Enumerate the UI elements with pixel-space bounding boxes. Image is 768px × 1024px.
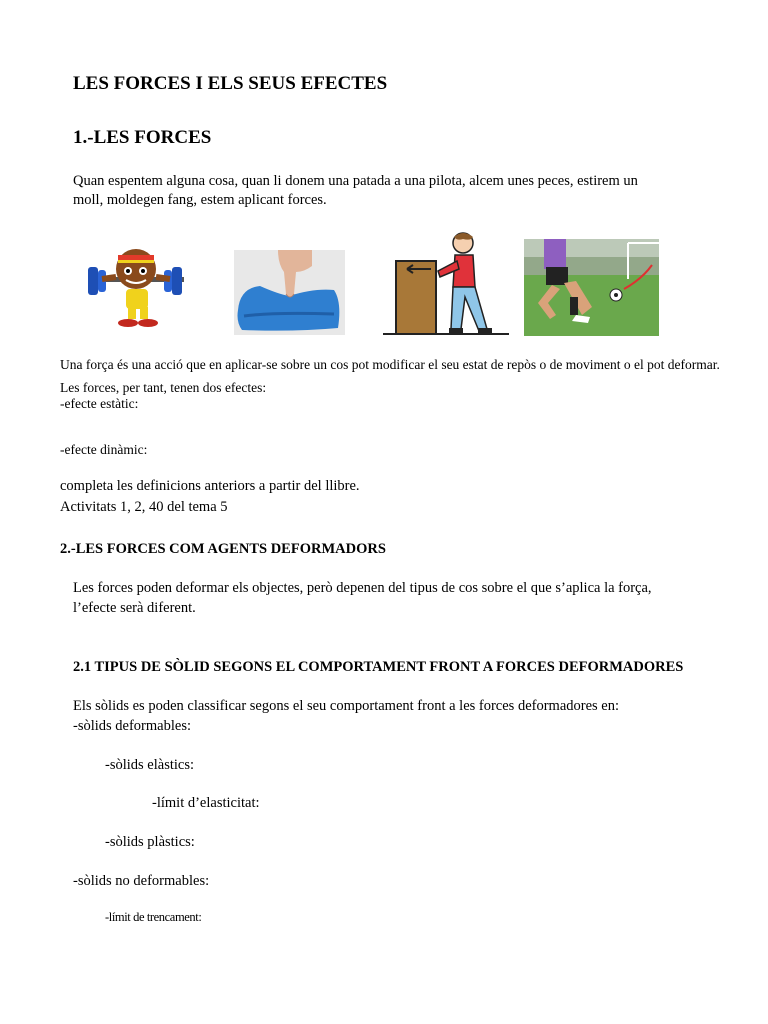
section-2-line-1: Les forces poden deformar els objectes, però depenen del tipus de cos sobre el que s’aplica la força, (73, 580, 652, 596)
weightlifter-icon (80, 233, 192, 337)
section-2-line-2: l’efecte serà diferent. (73, 600, 196, 616)
finger-pressing-sponge-icon (234, 250, 345, 335)
elastic-limit: -límit d’elasticitat: (152, 795, 260, 811)
effect-dynamic-label: -efecte dinàmic: (60, 442, 148, 457)
person-pushing-box-icon (383, 225, 509, 337)
break-limit: -límit de trencament: (105, 910, 202, 924)
deformable-solids: -sòlids deformables: (73, 718, 191, 734)
solids-intro: Els sòlids es poden classificar segons el seu comportament front a les forces deformadores en: (73, 698, 620, 714)
effects-intro: Les forces, per tant, tenen dos efectes: (60, 380, 267, 395)
kicking-ball-icon (524, 239, 659, 336)
activities-text: Activitats 1, 2, 40 del tema 5 (60, 499, 228, 515)
section-2-1-heading: 2.1 TIPUS DE SÒLID SEGONS EL COMPORTAMENT FRONT A FORCES DEFORMADORES (73, 659, 684, 675)
plastic-solids: -sòlids plàstics: (105, 834, 195, 850)
document-title: LES FORCES I ELS SEUS EFECTES (73, 73, 388, 94)
force-definition: Una força és una acció que en aplicar-se sobre un cos pot modificar el seu estat de repòs o de moviment o el pot deformar. (60, 357, 720, 372)
effect-static-label: -efecte estàtic: (60, 396, 139, 411)
non-deformable-solids: -sòlids no deformables: (73, 873, 210, 889)
intro-line-2: moll, moldegen fang, estem aplicant forces. (73, 192, 327, 208)
instruction-text: completa les definicions anteriors a partir del llibre. (60, 478, 360, 494)
intro-line-1: Quan espentem alguna cosa, quan li donem una patada a una pilota, alcem unes peces, estirem un (73, 173, 638, 189)
elastic-solids: -sòlids elàstics: (105, 757, 195, 773)
section-2-heading: 2.-LES FORCES COM AGENTS DEFORMADORS (60, 541, 386, 557)
section-1-heading: 1.-LES FORCES (73, 127, 212, 148)
